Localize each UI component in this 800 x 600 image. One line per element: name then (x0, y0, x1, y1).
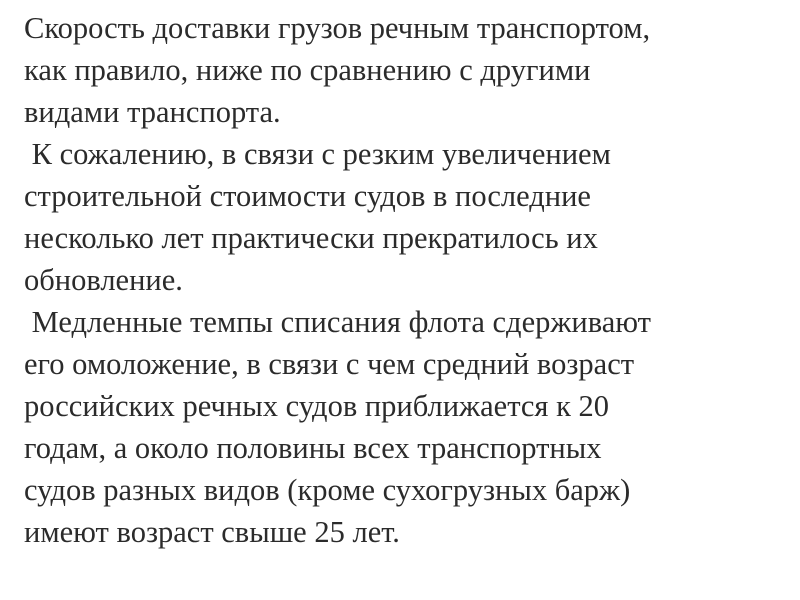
text-line: судов разных видов (кроме сухогрузных барж) (24, 473, 631, 507)
text-line: годам, а около половины всех транспортных (24, 431, 602, 465)
text-line: как правило, ниже по сравнению с другими (24, 53, 591, 87)
body-text (24, 7, 790, 553)
text-line: строительной стоимости судов в последние (24, 179, 591, 213)
text-line: Медленные темпы списания флота сдерживают (24, 305, 652, 339)
text-line: российских речных судов приближается к 20 (24, 389, 610, 423)
text-line: имеют возраст свыше 25 лет. (24, 515, 400, 549)
text-line: видами транспорта. (24, 95, 281, 129)
text-line: обновление. (24, 263, 183, 297)
text-line: его омоложение, в связи с чем средний возраст (24, 347, 635, 381)
text-line: несколько лет практически прекратилось их (24, 221, 598, 255)
text-line: Скорость доставки грузов речным транспортом, (24, 11, 651, 45)
text-line: К сожалению, в связи с резким увеличением (24, 137, 611, 171)
